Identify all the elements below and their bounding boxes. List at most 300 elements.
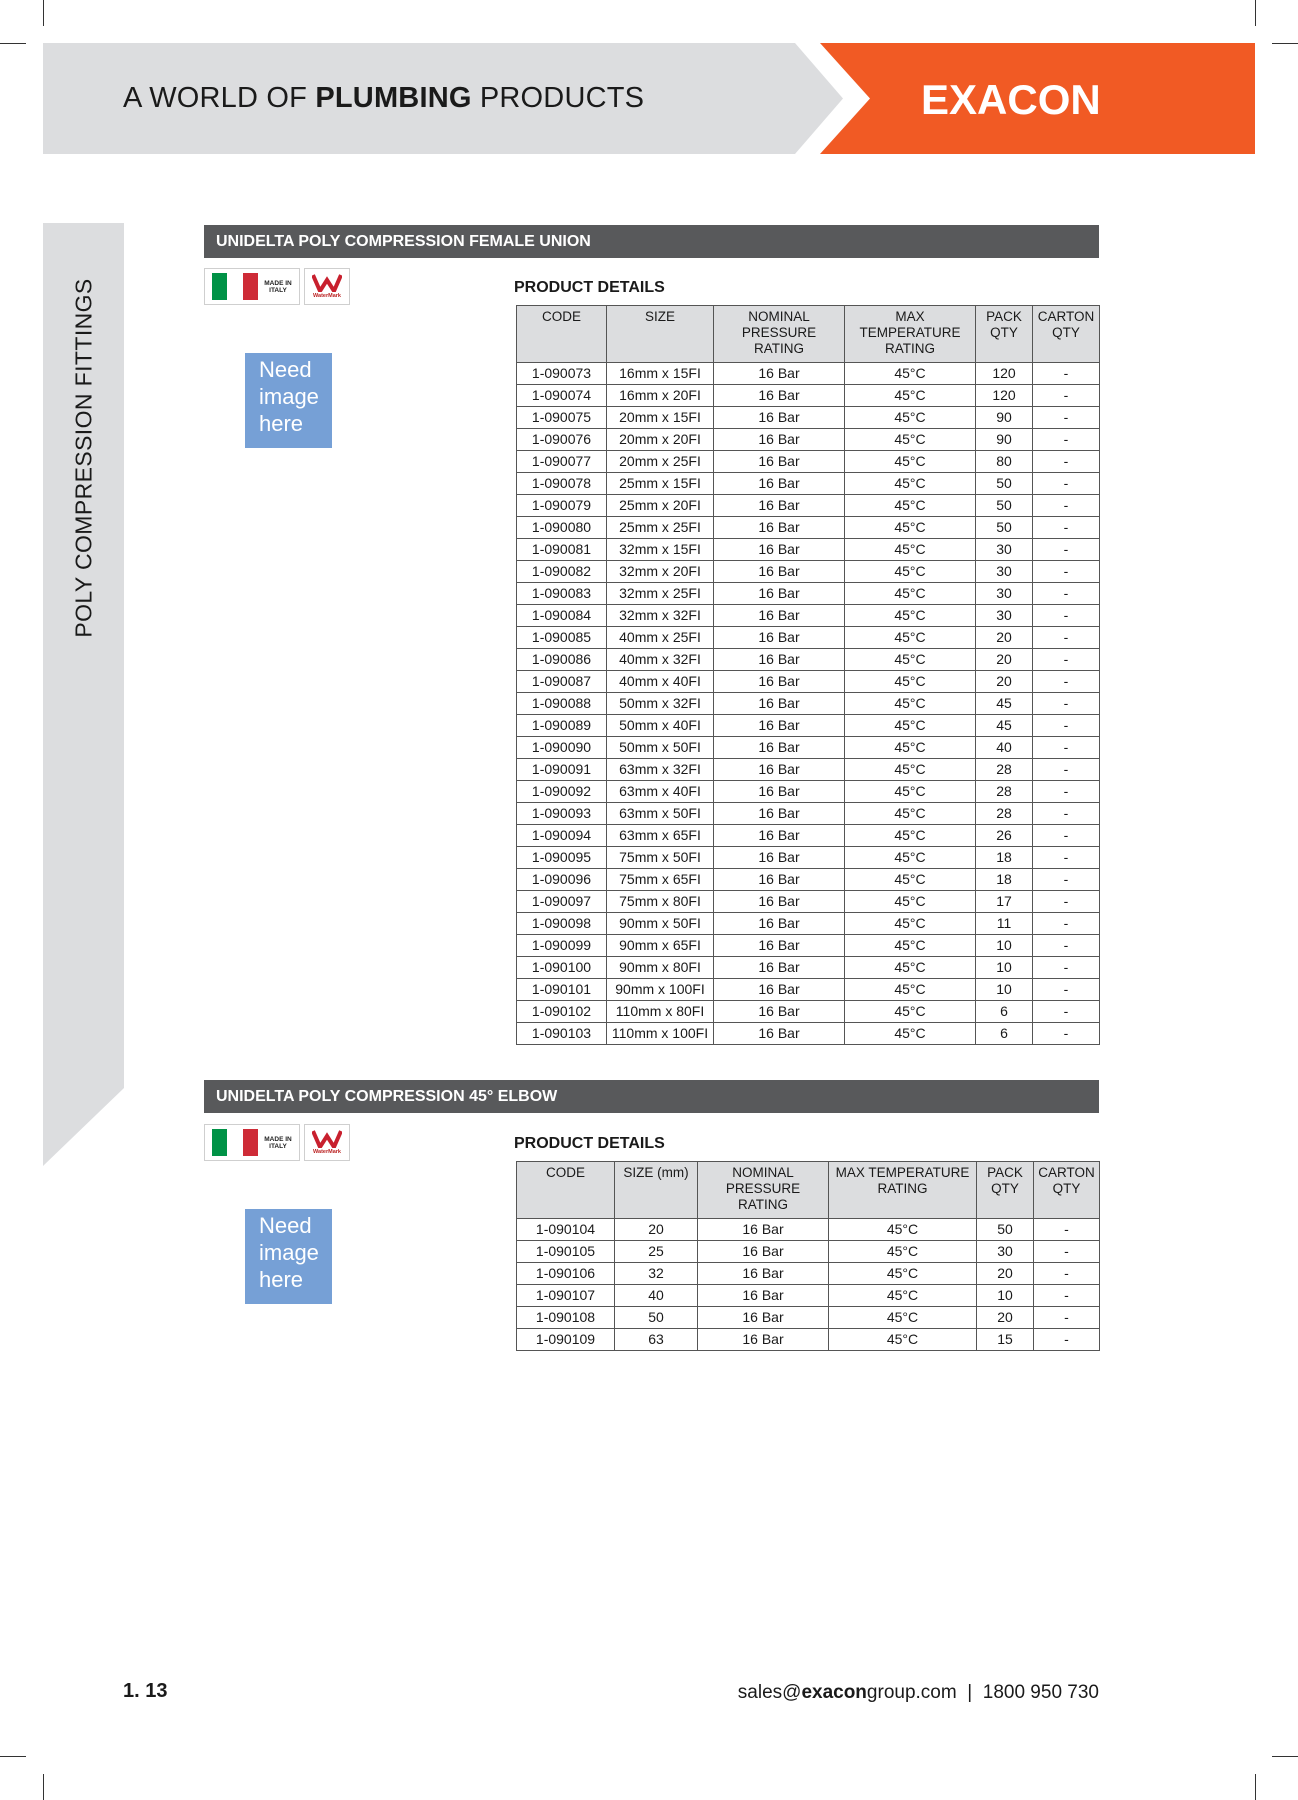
table-cell: 16 Bar <box>714 935 845 957</box>
watermark-icon <box>312 1130 342 1148</box>
table-cell: 16 Bar <box>714 671 845 693</box>
table-cell: 1-090085 <box>517 627 607 649</box>
table-cell: - <box>1033 561 1100 583</box>
table-cell: - <box>1034 1263 1100 1285</box>
table-cell: 45°C <box>845 671 976 693</box>
image-placeholder: Need image here <box>245 1209 332 1304</box>
table-cell: 45°C <box>845 847 976 869</box>
table-row <box>517 407 1100 429</box>
table-cell: 1-090094 <box>517 825 607 847</box>
table-cell: 45°C <box>845 385 976 407</box>
table-row <box>517 671 1100 693</box>
table-cell: 50 <box>976 495 1033 517</box>
table-cell: 17 <box>976 891 1033 913</box>
table-cell: 45°C <box>829 1329 977 1351</box>
table-cell: 1-090089 <box>517 715 607 737</box>
table-cell: - <box>1033 869 1100 891</box>
table-cell: 26 <box>976 825 1033 847</box>
table-row <box>517 1307 1100 1329</box>
table-cell: 1-090108 <box>517 1307 615 1329</box>
table-cell: - <box>1033 693 1100 715</box>
table-cell: 1-090091 <box>517 759 607 781</box>
table-cell: 32mm x 20FI <box>607 561 714 583</box>
table-cell: - <box>1033 803 1100 825</box>
column-header: CODE <box>517 306 607 363</box>
table-cell: - <box>1034 1219 1100 1241</box>
table-cell: 1-090106 <box>517 1263 615 1285</box>
table-cell: - <box>1033 913 1100 935</box>
column-header: MAX TEMPERATURE RATING <box>845 306 976 363</box>
table-cell: 45°C <box>845 517 976 539</box>
table-cell: 1-090093 <box>517 803 607 825</box>
table-cell: 20mm x 25FI <box>607 451 714 473</box>
italy-flag-icon <box>212 273 258 300</box>
table-row <box>517 781 1100 803</box>
table-cell: 16 Bar <box>698 1307 829 1329</box>
table-cell: 1-090096 <box>517 869 607 891</box>
table-cell: 30 <box>976 583 1033 605</box>
crop-mark <box>0 43 26 44</box>
table-cell: 1-090100 <box>517 957 607 979</box>
table-row <box>517 649 1100 671</box>
table-cell: - <box>1034 1307 1100 1329</box>
column-header: SIZE (mm) <box>615 1162 698 1219</box>
table-row <box>517 847 1100 869</box>
table-cell: 1-090084 <box>517 605 607 627</box>
table-cell: 10 <box>976 935 1033 957</box>
table-cell: 1-090090 <box>517 737 607 759</box>
table-row <box>517 1001 1100 1023</box>
table-cell: 45°C <box>845 649 976 671</box>
table-cell: 50mm x 50FI <box>607 737 714 759</box>
table-cell: 40mm x 32FI <box>607 649 714 671</box>
watermark-icon <box>312 274 342 292</box>
table-cell: 45°C <box>845 495 976 517</box>
product-details-title: PRODUCT DETAILS <box>514 279 665 296</box>
table-row <box>517 715 1100 737</box>
table-cell: 45°C <box>845 935 976 957</box>
table-cell: 16 Bar <box>714 737 845 759</box>
table-cell: 45°C <box>845 957 976 979</box>
table-cell: 16 Bar <box>698 1285 829 1307</box>
table-cell: 45°C <box>845 605 976 627</box>
table-cell: 20 <box>976 627 1033 649</box>
crop-mark <box>43 1774 44 1800</box>
table-cell: 28 <box>976 759 1033 781</box>
table-cell: 18 <box>976 847 1033 869</box>
table-cell: 63mm x 40FI <box>607 781 714 803</box>
table-cell: - <box>1034 1329 1100 1351</box>
product-details-title: PRODUCT DETAILS <box>514 1135 665 1152</box>
table-cell: 75mm x 65FI <box>607 869 714 891</box>
crop-mark <box>0 1756 26 1757</box>
table-row <box>517 473 1100 495</box>
table-row <box>517 737 1100 759</box>
table-cell: 45°C <box>845 781 976 803</box>
table-header-row <box>517 1162 1100 1219</box>
table-cell: 45°C <box>845 759 976 781</box>
table-cell: 16 Bar <box>714 539 845 561</box>
table-row <box>517 803 1100 825</box>
table-cell: 1-090104 <box>517 1219 615 1241</box>
crop-mark <box>1255 0 1256 26</box>
table-cell: 63mm x 32FI <box>607 759 714 781</box>
brand-logo: EXACON <box>921 76 1101 123</box>
table-cell: - <box>1033 737 1100 759</box>
table-cell: 1-090092 <box>517 781 607 803</box>
certification-badges <box>204 268 350 305</box>
table-cell: 1-090073 <box>517 363 607 385</box>
table-cell: 45°C <box>829 1241 977 1263</box>
table-row <box>517 869 1100 891</box>
table-cell: 16 Bar <box>714 649 845 671</box>
table-cell: 16 Bar <box>714 891 845 913</box>
table-cell: - <box>1033 517 1100 539</box>
table-cell: - <box>1033 495 1100 517</box>
table-row <box>517 495 1100 517</box>
table-cell: - <box>1033 1001 1100 1023</box>
table-cell: - <box>1034 1241 1100 1263</box>
table-row <box>517 583 1100 605</box>
table-cell: 18 <box>976 869 1033 891</box>
table-row <box>517 913 1100 935</box>
page-number: 1. 13 <box>123 1680 168 1702</box>
table-cell: 63 <box>615 1329 698 1351</box>
table-cell: 40 <box>976 737 1033 759</box>
table-cell: 16 Bar <box>714 693 845 715</box>
side-tab-label: POLY COMPRESSION FITTINGS <box>70 278 97 638</box>
table-cell: - <box>1033 605 1100 627</box>
table-cell: 90 <box>976 407 1033 429</box>
table-cell: 16mm x 20FI <box>607 385 714 407</box>
table-cell: 40mm x 25FI <box>607 627 714 649</box>
table-cell: - <box>1033 473 1100 495</box>
table-cell: 16 Bar <box>714 561 845 583</box>
table-cell: 45°C <box>845 429 976 451</box>
table-cell: 16 Bar <box>714 451 845 473</box>
table-row <box>517 935 1100 957</box>
table-cell: 16 Bar <box>714 715 845 737</box>
watermark-badge: WaterMark <box>304 268 350 305</box>
table-cell: 25mm x 20FI <box>607 495 714 517</box>
table-cell: 30 <box>976 539 1033 561</box>
table-cell: 90mm x 65FI <box>607 935 714 957</box>
table-row <box>517 693 1100 715</box>
table-cell: 1-090099 <box>517 935 607 957</box>
table-cell: 45°C <box>845 737 976 759</box>
table-cell: 45°C <box>845 1023 976 1045</box>
table-cell: - <box>1033 1023 1100 1045</box>
header-title: A WORLD OF PLUMBING PRODUCTS <box>123 82 645 114</box>
table-cell: - <box>1033 539 1100 561</box>
table-cell: 10 <box>977 1285 1034 1307</box>
table-row <box>517 957 1100 979</box>
table-cell: 28 <box>976 781 1033 803</box>
table-cell: 11 <box>976 913 1033 935</box>
table-cell: 45°C <box>845 825 976 847</box>
table-cell: 45°C <box>845 891 976 913</box>
table-cell: 90mm x 50FI <box>607 913 714 935</box>
table-cell: 16 Bar <box>698 1219 829 1241</box>
table-cell: 1-090082 <box>517 561 607 583</box>
table-cell: - <box>1033 407 1100 429</box>
contact-email[interactable]: sales@exacongroup.com <box>737 1682 957 1703</box>
certification-badges <box>204 1124 350 1161</box>
watermark-badge: WaterMark <box>304 1124 350 1161</box>
table-cell: 1-090076 <box>517 429 607 451</box>
table-cell: - <box>1033 781 1100 803</box>
table-cell: 16mm x 15FI <box>607 363 714 385</box>
table-cell: 45°C <box>845 1001 976 1023</box>
table-cell: 16 Bar <box>714 957 845 979</box>
table-cell: 40 <box>615 1285 698 1307</box>
table-cell: 1-090103 <box>517 1023 607 1045</box>
table-cell: 20 <box>615 1219 698 1241</box>
table-cell: 16 Bar <box>714 869 845 891</box>
table-row <box>517 363 1100 385</box>
table-cell: 90 <box>976 429 1033 451</box>
table-cell: 20mm x 20FI <box>607 429 714 451</box>
crop-mark <box>1255 1774 1256 1800</box>
table-cell: 45°C <box>845 583 976 605</box>
table-cell: 16 Bar <box>714 583 845 605</box>
table-row <box>517 385 1100 407</box>
table-cell: 1-090098 <box>517 913 607 935</box>
table-cell: 6 <box>976 1023 1033 1045</box>
table-cell: 75mm x 80FI <box>607 891 714 913</box>
table-cell: 16 Bar <box>714 979 845 1001</box>
table-cell: 16 Bar <box>714 627 845 649</box>
table-cell: 16 Bar <box>714 605 845 627</box>
table-cell: 1-090079 <box>517 495 607 517</box>
table-cell: 20 <box>976 671 1033 693</box>
table-cell: 16 Bar <box>714 847 845 869</box>
product-details-table <box>516 305 1100 1045</box>
table-cell: - <box>1033 451 1100 473</box>
table-row <box>517 1329 1100 1351</box>
table-cell: 1-090109 <box>517 1329 615 1351</box>
table-cell: 25mm x 15FI <box>607 473 714 495</box>
table-cell: 45°C <box>845 451 976 473</box>
table-cell: - <box>1033 583 1100 605</box>
table-cell: 16 Bar <box>714 825 845 847</box>
table-cell: 1-090075 <box>517 407 607 429</box>
table-cell: 20 <box>977 1307 1034 1329</box>
table-header-row <box>517 306 1100 363</box>
table-cell: 20mm x 15FI <box>607 407 714 429</box>
table-cell: 45 <box>976 715 1033 737</box>
table-cell: 50 <box>615 1307 698 1329</box>
table-cell: 16 Bar <box>698 1263 829 1285</box>
table-cell: 1-090081 <box>517 539 607 561</box>
footer-contact <box>738 1682 1099 1704</box>
table-cell: 45°C <box>845 715 976 737</box>
table-cell: 1-090101 <box>517 979 607 1001</box>
table-cell: 45°C <box>845 913 976 935</box>
product-details-table <box>516 1161 1100 1351</box>
table-cell: 16 Bar <box>714 913 845 935</box>
table-cell: 1-090095 <box>517 847 607 869</box>
table-cell: 16 Bar <box>714 1023 845 1045</box>
column-header: NOMINAL PRESSURE RATING <box>698 1162 829 1219</box>
table-cell: - <box>1033 759 1100 781</box>
table-cell: 15 <box>977 1329 1034 1351</box>
table-row <box>517 1263 1100 1285</box>
column-header: PACK QTY <box>976 306 1033 363</box>
table-cell: 25 <box>615 1241 698 1263</box>
table-cell: - <box>1033 649 1100 671</box>
table-cell: 16 Bar <box>714 1001 845 1023</box>
table-cell: 90mm x 100FI <box>607 979 714 1001</box>
table-cell: 45°C <box>829 1263 977 1285</box>
table-cell: - <box>1033 627 1100 649</box>
table-cell: 1-090105 <box>517 1241 615 1263</box>
table-cell: 16 Bar <box>698 1329 829 1351</box>
column-header: MAX TEMPERATURE RATING <box>829 1162 977 1219</box>
table-cell: 45°C <box>845 363 976 385</box>
table-cell: 45°C <box>845 627 976 649</box>
table-cell: 1-090078 <box>517 473 607 495</box>
column-header: PACK QTY <box>977 1162 1034 1219</box>
table-cell: 32mm x 15FI <box>607 539 714 561</box>
crop-mark <box>1272 1756 1298 1757</box>
table-row <box>517 605 1100 627</box>
table-cell: 1-090097 <box>517 891 607 913</box>
table-row <box>517 561 1100 583</box>
crop-mark <box>43 0 44 26</box>
table-cell: 50 <box>976 517 1033 539</box>
column-header: CODE <box>517 1162 615 1219</box>
table-cell: 50mm x 40FI <box>607 715 714 737</box>
table-cell: 16 Bar <box>714 759 845 781</box>
table-cell: 16 Bar <box>714 363 845 385</box>
table-cell: 50mm x 32FI <box>607 693 714 715</box>
table-row <box>517 627 1100 649</box>
table-cell: - <box>1033 825 1100 847</box>
table-cell: 10 <box>976 979 1033 1001</box>
table-cell: 120 <box>976 363 1033 385</box>
column-header: CARTON QTY <box>1034 1162 1100 1219</box>
table-cell: - <box>1034 1285 1100 1307</box>
table-cell: 20 <box>976 649 1033 671</box>
table-cell: 16 Bar <box>714 517 845 539</box>
table-cell: 30 <box>977 1241 1034 1263</box>
table-cell: 63mm x 65FI <box>607 825 714 847</box>
table-cell: - <box>1033 385 1100 407</box>
table-cell: 16 Bar <box>714 407 845 429</box>
table-row <box>517 429 1100 451</box>
table-cell: 45°C <box>845 407 976 429</box>
table-cell: 10 <box>976 957 1033 979</box>
table-cell: - <box>1033 891 1100 913</box>
table-row <box>517 979 1100 1001</box>
table-cell: - <box>1033 847 1100 869</box>
table-cell: 45°C <box>829 1219 977 1241</box>
table-cell: 30 <box>976 561 1033 583</box>
table-cell: 50 <box>977 1219 1034 1241</box>
table-cell: - <box>1033 429 1100 451</box>
table-cell: 45°C <box>845 693 976 715</box>
made-in-italy-badge: MADE IN ITALY <box>204 268 300 305</box>
table-cell: 90mm x 80FI <box>607 957 714 979</box>
table-cell: 1-090088 <box>517 693 607 715</box>
contact-phone[interactable]: 1800 950 730 <box>982 1682 1099 1703</box>
table-cell: 80 <box>976 451 1033 473</box>
table-cell: - <box>1033 363 1100 385</box>
table-cell: 1-090102 <box>517 1001 607 1023</box>
table-cell: 32mm x 25FI <box>607 583 714 605</box>
table-row <box>517 517 1100 539</box>
table-cell: 40mm x 40FI <box>607 671 714 693</box>
table-cell: 16 Bar <box>714 385 845 407</box>
table-cell: 45°C <box>829 1285 977 1307</box>
made-in-italy-badge: MADE IN ITALY <box>204 1124 300 1161</box>
italy-flag-icon <box>212 1129 258 1156</box>
table-cell: 110mm x 80FI <box>607 1001 714 1023</box>
table-row <box>517 1023 1100 1045</box>
table-cell: 20 <box>977 1263 1034 1285</box>
table-cell: 45°C <box>845 473 976 495</box>
table-cell: 45°C <box>845 803 976 825</box>
table-cell: 45°C <box>845 979 976 1001</box>
table-cell: 45°C <box>845 561 976 583</box>
table-cell: 45°C <box>829 1307 977 1329</box>
table-cell: 25mm x 25FI <box>607 517 714 539</box>
column-header: SIZE <box>607 306 714 363</box>
table-row <box>517 539 1100 561</box>
table-cell: 1-090087 <box>517 671 607 693</box>
table-cell: 45°C <box>845 869 976 891</box>
table-cell: 32 <box>615 1263 698 1285</box>
table-row <box>517 759 1100 781</box>
table-row <box>517 825 1100 847</box>
table-cell: 16 Bar <box>714 429 845 451</box>
table-cell: 120 <box>976 385 1033 407</box>
table-cell: 30 <box>976 605 1033 627</box>
table-cell: 45°C <box>845 539 976 561</box>
table-cell: - <box>1033 935 1100 957</box>
table-cell: 16 Bar <box>714 803 845 825</box>
table-cell: - <box>1033 979 1100 1001</box>
table-cell: 16 Bar <box>714 473 845 495</box>
table-cell: 28 <box>976 803 1033 825</box>
table-cell: - <box>1033 671 1100 693</box>
table-cell: 45 <box>976 693 1033 715</box>
table-cell: 1-090074 <box>517 385 607 407</box>
table-cell: - <box>1033 957 1100 979</box>
table-cell: 16 Bar <box>698 1241 829 1263</box>
table-cell: - <box>1033 715 1100 737</box>
table-cell: 1-090080 <box>517 517 607 539</box>
table-row <box>517 1241 1100 1263</box>
table-cell: 1-090083 <box>517 583 607 605</box>
table-cell: 1-090086 <box>517 649 607 671</box>
table-cell: 32mm x 32FI <box>607 605 714 627</box>
section-title: UNIDELTA POLY COMPRESSION FEMALE UNION <box>204 225 1099 258</box>
column-header: NOMINAL PRESSURE RATING <box>714 306 845 363</box>
table-cell: 16 Bar <box>714 495 845 517</box>
image-placeholder: Need image here <box>245 353 332 448</box>
table-cell: 6 <box>976 1001 1033 1023</box>
table-cell: 110mm x 100FI <box>607 1023 714 1045</box>
table-cell: 16 Bar <box>714 781 845 803</box>
crop-mark <box>1272 43 1298 44</box>
table-cell: 50 <box>976 473 1033 495</box>
table-cell: 63mm x 50FI <box>607 803 714 825</box>
table-row <box>517 1285 1100 1307</box>
table-cell: 1-090077 <box>517 451 607 473</box>
section-title: UNIDELTA POLY COMPRESSION 45° ELBOW <box>204 1080 1099 1113</box>
